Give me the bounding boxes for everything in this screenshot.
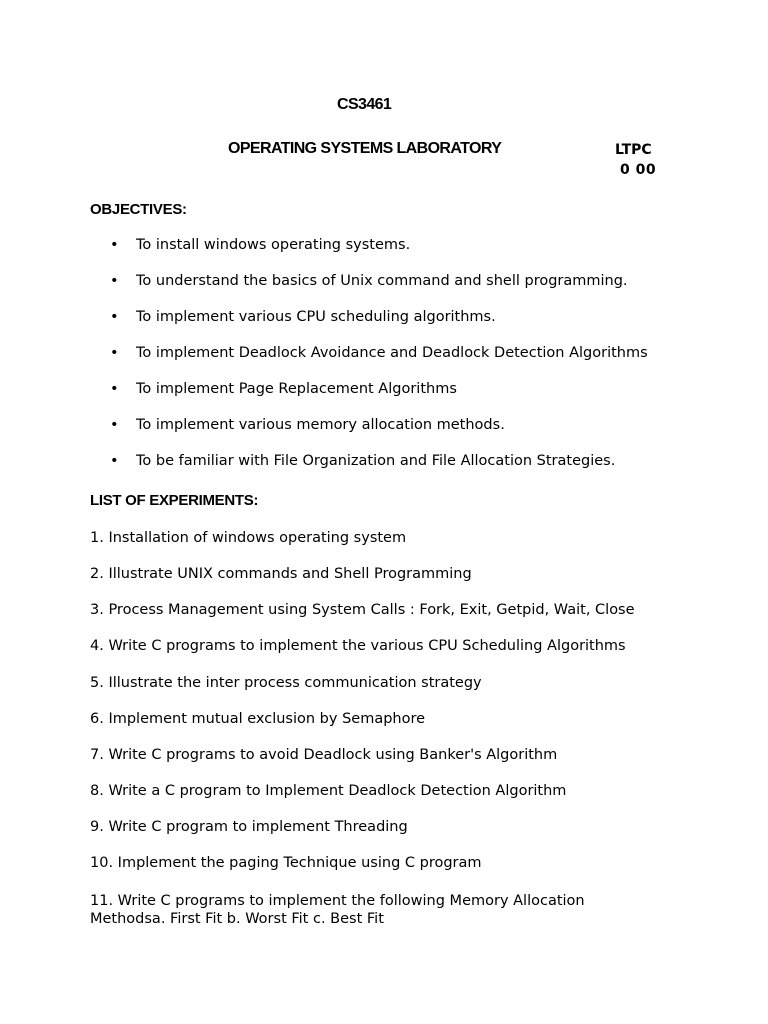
experiment-item: 3. Process Management using System Calls : Fork, Exit, Getpid, Wait, Close (90, 602, 635, 618)
experiment-item: 7. Write C programs to avoid Deadlock using Banker's Algorithm (90, 747, 558, 763)
experiment-item: 10. Implement the paging Technique using C program (90, 855, 482, 871)
experiment-item: 8. Write a C program to Implement Deadlock Detection Algorithm (90, 783, 567, 799)
experiment-item: 11. Write C programs to implement the following Memory Allocation Methodsa. First Fit b. Worst Fit c. Best Fit (90, 893, 585, 927)
bullet-icon: • (110, 417, 119, 433)
experiments-heading: LIST OF EXPERIMENTS: (90, 492, 259, 509)
bullet-icon: • (110, 453, 119, 469)
objective-text: To install windows operating systems. (136, 237, 411, 253)
objective-item (110, 309, 496, 325)
objective-text: To implement Deadlock Avoidance and Deadlock Detection Algorithms (136, 345, 648, 361)
experiment-item: 9. Write C program to implement Threading (90, 819, 408, 835)
objective-text: To implement various CPU scheduling algorithms. (136, 309, 496, 325)
objective-item (110, 381, 457, 397)
objectives-heading: OBJECTIVES: (90, 201, 187, 218)
experiment-item: 6. Implement mutual exclusion by Semaphore (90, 711, 426, 727)
experiment-item: 1. Installation of windows operating system (90, 530, 407, 546)
bullet-icon: • (110, 273, 119, 289)
bullet-icon: • (110, 237, 119, 253)
objective-text: To implement various memory allocation methods. (136, 417, 505, 433)
objective-item (110, 237, 410, 253)
objective-item (110, 273, 628, 289)
experiment-item: 2. Illustrate UNIX commands and Shell Programming (90, 566, 472, 582)
objective-item (110, 417, 505, 433)
course-title: OPERATING SYSTEMS LABORATORY (228, 140, 502, 157)
objective-text: To understand the basics of Unix command and shell programming. (136, 273, 628, 289)
experiment-item: 5. Illustrate the inter process communication strategy (90, 675, 482, 691)
objective-item (110, 453, 615, 469)
objective-text: To be familiar with File Organization and File Allocation Strategies. (136, 453, 616, 469)
course-code: CS3461 (337, 96, 392, 113)
bullet-icon: • (110, 309, 119, 325)
experiment-item: 4. Write C programs to implement the various CPU Scheduling Algorithms (90, 638, 626, 654)
objective-text: To implement Page Replacement Algorithms (136, 381, 457, 397)
bullet-icon: • (110, 381, 119, 397)
bullet-icon: • (110, 345, 119, 361)
ltpc-values: 0 00 (620, 162, 657, 178)
objective-item (110, 345, 648, 361)
ltpc-label: LTPC (615, 142, 652, 158)
